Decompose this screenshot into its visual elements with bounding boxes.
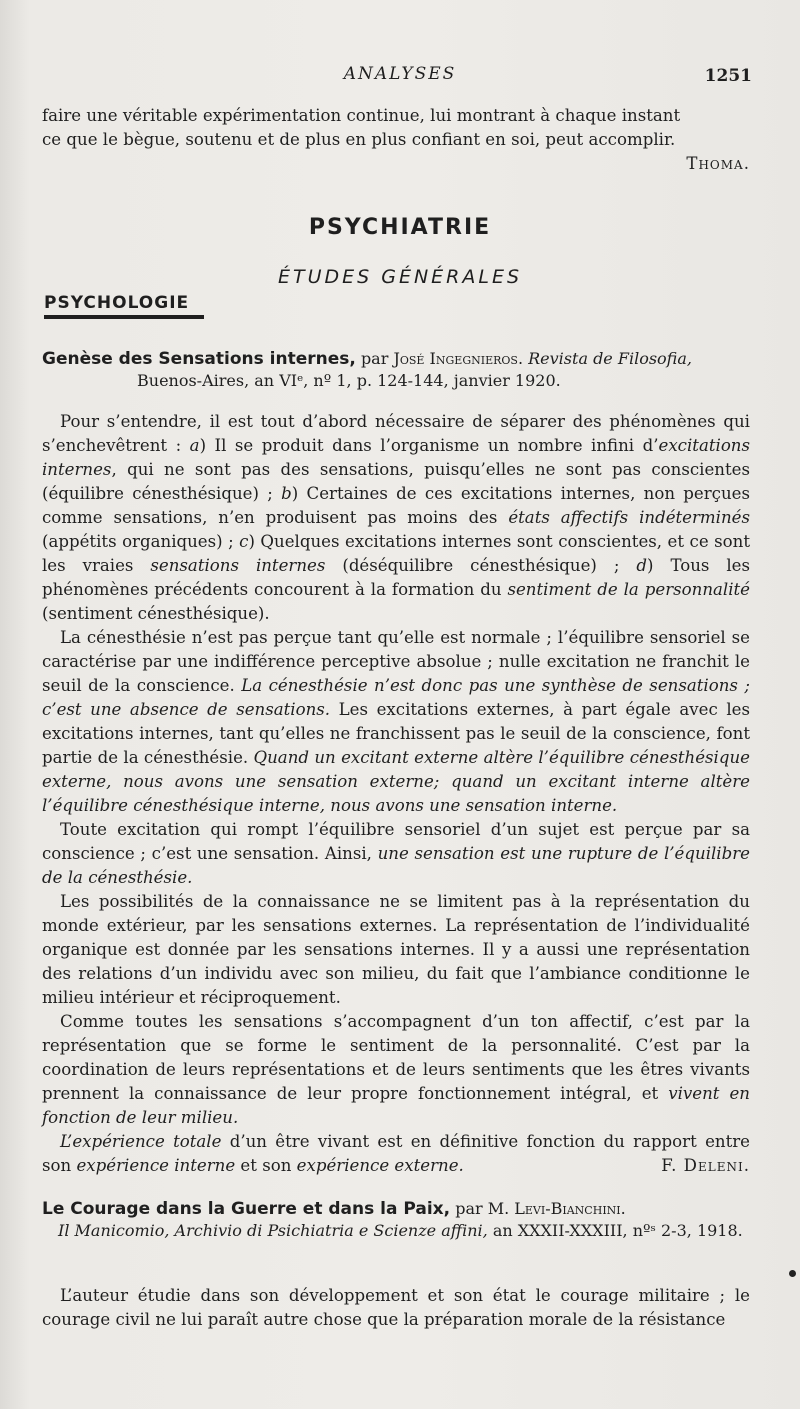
review-heading [42, 348, 754, 392]
review-title: Genèse des Sensations internes, [42, 349, 356, 369]
previous-review-line: faire une véritable expérimentation continue, lui montrant à chaque instant [42, 106, 681, 125]
section-title: PSYCHIATRIE [308, 215, 492, 240]
review-journal: Revista de Filosofia, [528, 349, 692, 368]
paragraph: L’expérience totale d’un être vivant est en définitive fonction du rapport entre son expérience interne et son expérience externe. F. Deleni. [42, 1130, 750, 1178]
review-author: Levi-Bianchini. [514, 1199, 626, 1218]
review-heading [42, 1198, 754, 1242]
review-details: Buenos-Aires, an VIᵉ, nº 1, p. 124-144, janvier 1920. [137, 371, 561, 390]
review-author: José Ingegnieros. [393, 349, 524, 368]
review-by: par [360, 349, 389, 368]
page-number: 1251 [704, 66, 752, 86]
review-details: Il Manicomio, Archivio di Psichiatria e Scienze affini, an XXXII-XXXIII, nºˢ 2-3, 1918. [58, 1221, 743, 1240]
section-subtitle: ÉTUDES GÉNÉRALES [277, 266, 523, 288]
previous-review-line: ce que le bègue, soutenu et de plus en plus confiant en soi, peut accomplir. [42, 130, 676, 149]
previous-review-ending [42, 104, 750, 176]
running-title: ANALYSES [343, 64, 457, 84]
review-body [42, 1284, 750, 1332]
review-title: Le Courage dans la Guerre et dans la Paix, [42, 1199, 451, 1219]
rubric-heading: PSYCHOLOGIE [44, 293, 204, 319]
previous-review-signature: Thoma. [686, 154, 750, 173]
review-signature: F. Deleni. [661, 1156, 750, 1175]
review-body [42, 410, 750, 1178]
review-by: par M. [455, 1199, 510, 1218]
paragraph: Pour s’entendre, il est tout d’abord nécessaire de séparer des phénomènes qui s’enchevêtrent : a) Il se produit dans l’organisme un nombre infini d’excitations internes, qui ne sont pas des sensations, puisqu’elles ne sont pas conscientes (équilibre cénesthésique) ; b) Certaines de ces excitations internes, non perçues comme sensations, n’en produisent pas moins des états affectifs indéterminés (appétits organiques) ; c) Quelques excitations internes sont conscientes, et ce sont les vraies sensations internes (déséquilibre cénesthésique) ; d) Tous les phénomènes précédents concourent à la formation du sentiment de la personnalité (sentiment cénesthésique). [42, 412, 751, 623]
paragraph: La cénesthésie n’est pas perçue tant qu’elle est normale ; l’équilibre sensoriel se caractérise par une indifférence perceptive absolue ; nulle excitation ne franchit le seuil de la conscience. La cénesthésie n’est donc pas une synthèse de sensations ; c’est une absence de sensations. Les excitations externes, à part égale avec les excitations internes, tant qu’elles ne franchissent pas le seuil de la conscience, font partie de la cénesthésie. Quand un excitant externe altère l’équilibre cénesthésique externe, nous avons une sensation externe; quand un excitant interne altère l’équilibre cénesthésique interne, nous avons une sensation interne. [42, 628, 750, 815]
paragraph: Les possibilités de la connaissance ne se limitent pas à la représentation du monde extérieur, par les sensations externes. La représentation de l’individualité organique est donnée par les sensations internes. Il y a aussi une représentation des relations d’un individu avec son milieu, du fait que l’ambiance conditionne le milieu intérieur et réciproquement. [42, 892, 750, 1007]
paragraph: L’auteur étudie dans son développement et son état le courage militaire ; le courage civil ne lui paraît autre chose que la préparation morale de la résistance [42, 1286, 750, 1329]
paragraph: Comme toutes les sensations s’accompagnent d’un ton affectif, c’est par la représentation que se forme le sentiment de la personnalité. C’est par la coordination de leurs représentations et de leurs sentiments que les êtres vivants prennent la connaissance de leur propre fonctionnement intégral, et vivent en fonction de leur milieu. [42, 1012, 750, 1127]
ink-mark [789, 1270, 796, 1277]
paragraph: Toute excitation qui rompt l’équilibre sensoriel d’un sujet est perçue par sa conscience ; c’est une sensation. Ainsi, une sensation est une rupture de l’équilibre de la cénesthésie. [42, 820, 750, 887]
